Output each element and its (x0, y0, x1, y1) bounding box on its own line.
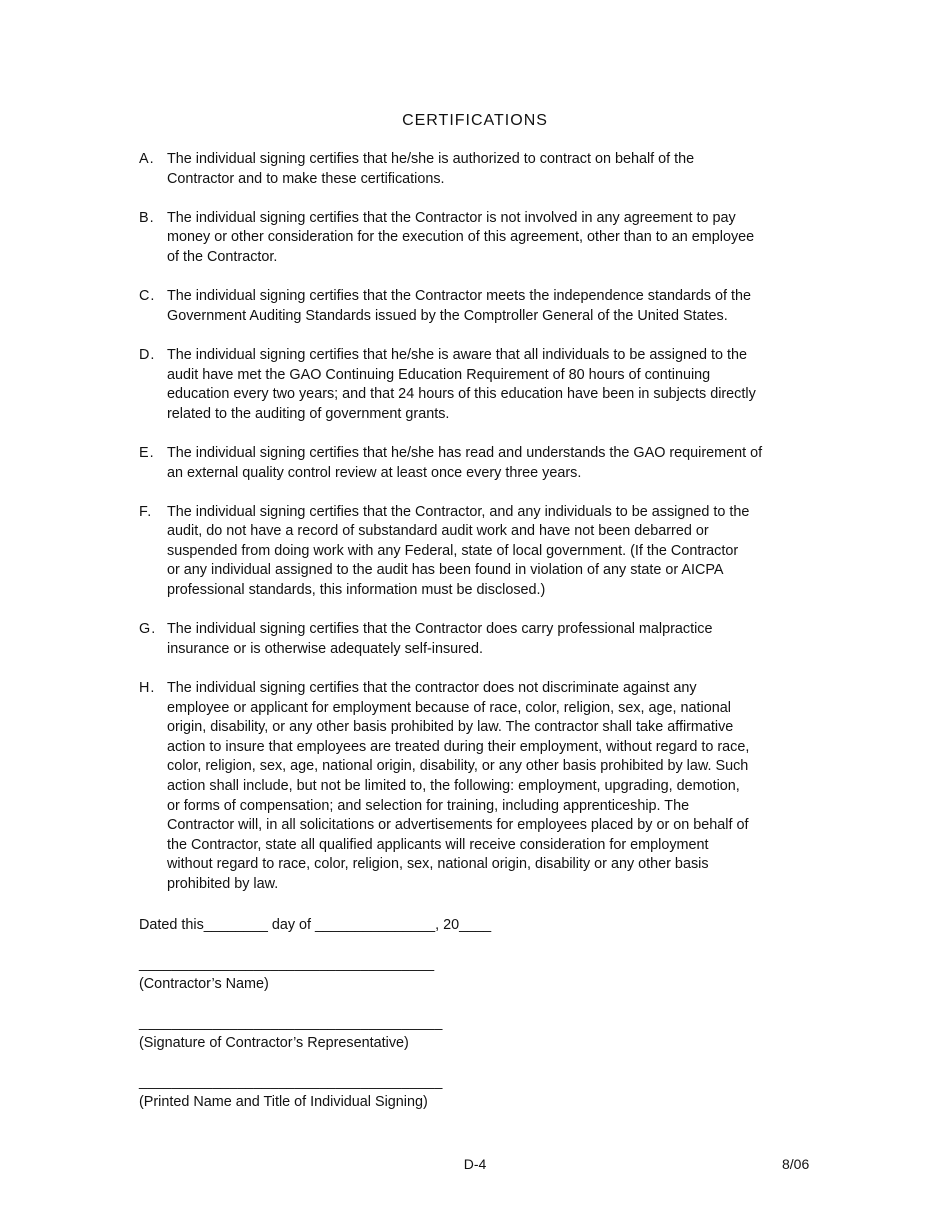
page-number: D-4 (463, 1156, 487, 1172)
item-text: The individual signing certifies that the Contractor does carry professional malpractice insurance or is otherwise adequately self-insured. (167, 621, 713, 657)
item-text: The individual signing certifies that the Contractor is not involved in any agreement to pay money or other consideration for the execution of this agreement, other than to an employee of the Contractor. (167, 209, 755, 265)
signature-caption: (Signature of Contractor’s Representative) (139, 1034, 409, 1051)
contractor-name-field (139, 955, 434, 994)
certification-item-d (139, 346, 819, 424)
item-letter: E. (139, 444, 155, 461)
item-text: The individual signing certifies that he/she has read and understands the GAO requirement of an external quality control review at least once every three years. (167, 444, 763, 481)
certification-item-c (139, 287, 819, 326)
signature-blank-line: _____________________________________ (139, 1074, 443, 1090)
signature-caption: (Printed Name and Title of Individual Signing) (139, 1093, 428, 1110)
dated-line: Dated this________ day of _______________, 20____ (139, 917, 492, 933)
revision-date: 8/06 (782, 1156, 810, 1172)
item-letter: C. (139, 288, 156, 305)
signature-caption: (Contractor’s Name) (139, 975, 269, 992)
item-letter: H. (139, 680, 156, 697)
certification-list (139, 150, 819, 914)
certification-item-g (139, 620, 819, 659)
representative-signature-field (139, 1014, 443, 1053)
item-text: The individual signing certifies that the Contractor, and any individuals to be assigned to the audit, do not have a record of substandard audit work and have not been debarred or suspended from doing work with any Federal, state of local government. (If the Contractor or any individual assigned to the audit has been found in violation of any state or AICPA professional standards, this information must be disclosed.) (167, 503, 750, 599)
certification-item-h (139, 679, 819, 895)
signature-blank-line: _____________________________________ (139, 1015, 443, 1031)
item-text: The individual signing certifies that he/she is aware that all individuals to be assigned to the audit have met the GAO Continuing Education Requirement of 80 hours of continuing education every two years; and that 24 hours of this education have been in subjects directly related to the auditing of government grants. (167, 346, 756, 422)
certification-item-a (139, 150, 819, 189)
signature-blank-line: ____________________________________ (139, 956, 435, 972)
item-letter: D. (139, 346, 156, 363)
item-letter: B. (139, 209, 155, 226)
item-letter: G. (139, 621, 157, 638)
certification-item-e (139, 444, 819, 483)
page-title: CERTIFICATIONS (402, 112, 548, 129)
item-letter: F. (139, 503, 153, 520)
printed-name-title-field (139, 1073, 443, 1112)
item-text: The individual signing certifies that the Contractor meets the independence standards of the Government Auditing Standards issued by the Comptroller General of the United States. (167, 288, 751, 324)
certification-item-b (139, 209, 819, 268)
certification-item-f (139, 503, 819, 601)
item-text: The individual signing certifies that the contractor does not discriminate against any employee or applicant for employment because of race, color, religion, sex, age, national origin, disability, or any other basis prohibited by law. The contractor shall take affirmative action to insure that employees are treated during their employment, without regard to race, color, religion, sex, age, national origin, disability, or any other basis prohibited by law. Such action shall include, but not be limited to, the following: employment, upgrading, demotion, or forms of compensation; and selection for training, including apprenticeship. The Contractor will, in all solicitations or advertisements for employees placed by or on behalf of the Contractor, state all qualified applicants will receive consideration for employment without regard to race, color, religion, sex, national origin, disability or any other basis prohibited by law. (167, 680, 750, 892)
item-letter: A. (139, 151, 155, 167)
item-text: The individual signing certifies that he/she is authorized to contract on behalf of the Contractor and to make these certifications. (167, 151, 695, 187)
